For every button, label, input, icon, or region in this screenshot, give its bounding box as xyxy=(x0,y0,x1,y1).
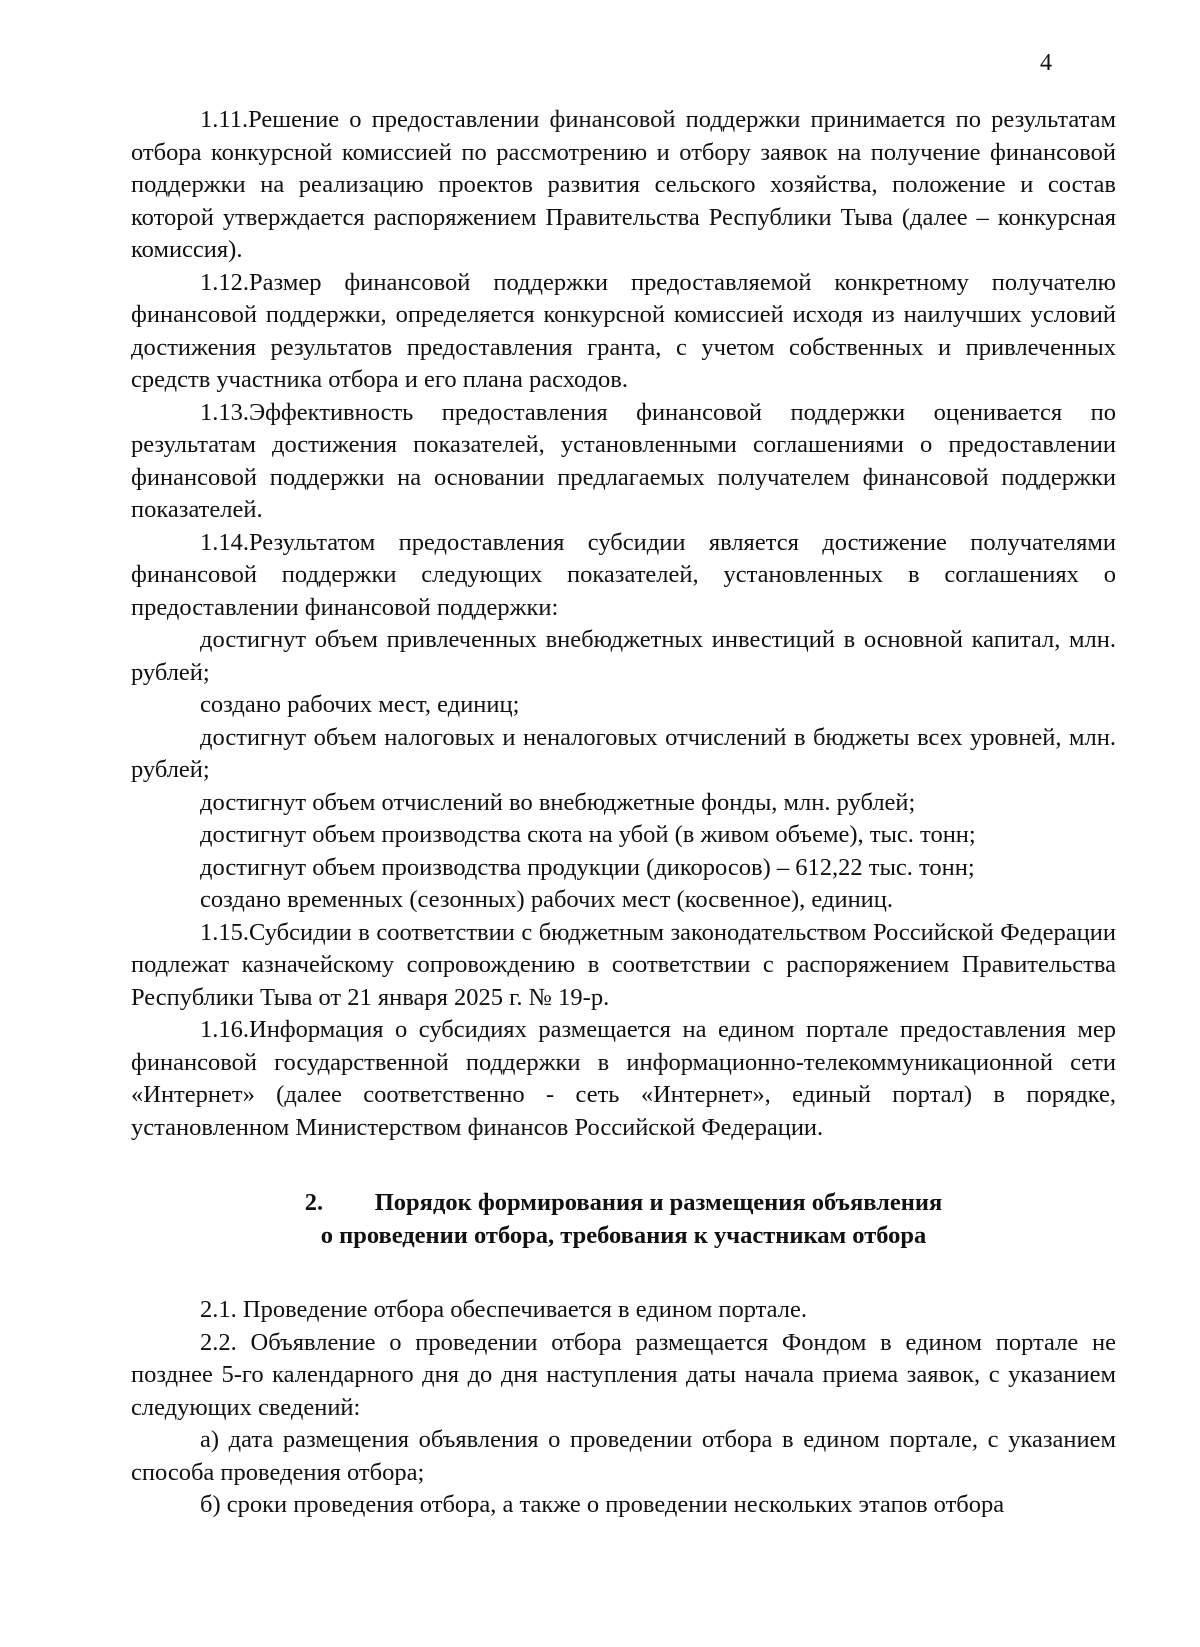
paragraph-2-2: 2.2. Объявление о проведении отбора размещается Фондом в едином портале не позднее 5-го календарного дня до дня наступления даты начала приема заявок, с указанием следующих сведений: xyxy=(131,1328,1116,1421)
indicator-item: создано временных (сезонных) рабочих мест (косвенное), единиц. xyxy=(200,886,894,913)
indicator-item: достигнут объем производства продукции (дикоросов) – 612,22 тыс. тонн; xyxy=(200,853,975,881)
section-heading-line-1 xyxy=(131,1186,1116,1219)
paragraph-2-1: 2.1. Проведение отбора обеспечивается в едином портале. xyxy=(200,1296,807,1323)
indicator-item: достигнут объем налоговых и неналоговых отчислений в бюджеты всех уровней, млн. рублей; xyxy=(131,723,1116,783)
indicator-item: достигнут объем производства скота на убой (в живом объеме), тыс. тонн; xyxy=(200,821,976,848)
paragraph-1-15: 1.15.Субсидии в соответствии с бюджетным законодательством Российской Федерации подлежат казначейскому сопровождению в соответствии с распоряжением Правительства Республики Тыва от 21 января 2025 г. № 19-р. xyxy=(131,918,1116,1011)
paragraph-2-2-a: а) дата размещения объявления о проведении отбора в едином портале, с указанием способа проведения отбора; xyxy=(131,1426,1116,1486)
indicator-item: достигнут объем отчислений во внебюджетные фонды, млн. рублей; xyxy=(200,788,916,816)
section-number: 2. xyxy=(304,1189,324,1216)
page-number: 4 xyxy=(1040,50,1052,76)
paragraph-1-12: 1.12.Размер финансовой поддержки предоставляемой конкретному получателю финансовой поддержки, определяется конкурсной комиссией исходя из наилучших условий достижения результатов предоставления гранта, с учетом собственных и привлеченных средств участника отбора и его плана расходов. xyxy=(131,268,1116,393)
indicator-item: достигнут объем привлеченных внебюджетных инвестиций в основной капитал, млн. рублей; xyxy=(131,626,1116,686)
paragraph-2-2-b: б) сроки проведения отбора, а также о проведении нескольких этапов отбора xyxy=(200,1491,1005,1518)
document-body xyxy=(131,104,1116,1522)
paragraph-1-16: 1.16.Информация о субсидиях размещается на едином портале предоставления мер финансовой государственной поддержки в информационно-телекоммуникационной сети «Интернет» (далее соответственно - сеть «Интернет», единый портал) в порядке, установленном Министерством финансов Российской Федерации. xyxy=(131,1016,1116,1141)
paragraph-1-14: 1.14.Результатом предоставления субсидии является достижение получателями финансовой поддержки следующих показателей, установленных в соглашениях о предоставлении финансовой поддержки: xyxy=(131,528,1116,621)
paragraph-1-11: 1.11.Решение о предоставлении финансовой поддержки принимается по результатам отбора конкурсной комиссией по рассмотрению и отбору заявок на получение финансовой поддержки на реализацию проектов развития сельского хозяйства, положение и состав которой утверждается распоряжением Правительства Республики Тыва (далее – конкурсная комиссия). xyxy=(131,106,1116,263)
section-title-2: о проведении отбора, требования к участникам отбора xyxy=(320,1222,927,1249)
section-title-1: Порядок формирования и размещения объявления xyxy=(374,1189,943,1216)
indicator-item: создано рабочих мест, единиц; xyxy=(200,691,520,718)
section-heading xyxy=(131,1186,1116,1252)
paragraph-1-13: 1.13.Эффективность предоставления финансовой поддержки оценивается по результатам достижения показателей, установленными соглашениями о предоставлении финансовой поддержки на основании предлагаемых получателем финансовой поддержки показателей. xyxy=(131,398,1116,523)
